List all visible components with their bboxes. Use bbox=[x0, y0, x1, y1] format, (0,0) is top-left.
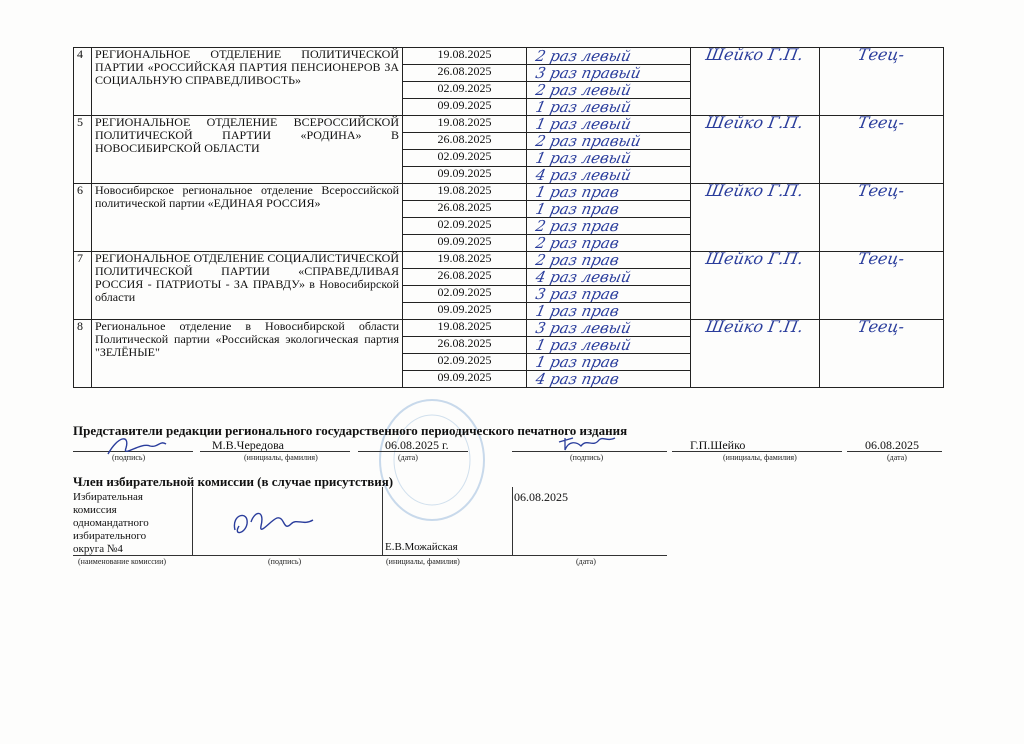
publication-date: 19.08.2025 bbox=[403, 184, 527, 201]
handwritten-note: 3 раз прав bbox=[534, 285, 621, 303]
handwritten-note-cell bbox=[527, 184, 691, 201]
rep1-name: М.В.Чередова bbox=[212, 438, 284, 452]
commission-name: Избирательная комиссия одномандатного избирательного округа №4 bbox=[73, 491, 149, 555]
signer-name: Шейко Г.П. bbox=[704, 113, 806, 132]
handwritten-note: 2 раз левый bbox=[534, 47, 633, 65]
handwritten-note-cell bbox=[527, 286, 691, 303]
handwritten-note: 1 раз прав bbox=[534, 183, 621, 201]
handwritten-note: 4 раз левый bbox=[534, 166, 633, 184]
rep2-name: Г.П.Шейко bbox=[690, 438, 746, 452]
handwritten-note: 3 раз левый bbox=[534, 319, 633, 337]
row-number: 8 bbox=[74, 320, 92, 388]
publication-date: 09.09.2025 bbox=[403, 371, 527, 388]
publication-date: 26.08.2025 bbox=[403, 65, 527, 82]
table-row bbox=[74, 116, 944, 133]
signature-cell bbox=[820, 45, 944, 116]
row-number: 5 bbox=[74, 116, 92, 184]
commission-signature bbox=[225, 500, 325, 550]
representatives-heading: Представители редакции регионального государственного периодического печатного издания bbox=[73, 423, 628, 438]
publication-date: 09.09.2025 bbox=[403, 235, 527, 252]
rep1-sign-caption: (подпись) bbox=[112, 453, 146, 462]
commission-date-caption: (дата) bbox=[576, 557, 596, 566]
handwritten-note: 2 раз левый bbox=[534, 81, 633, 99]
registration-table bbox=[73, 47, 944, 388]
publication-date: 09.09.2025 bbox=[403, 303, 527, 320]
handwritten-note-cell bbox=[527, 150, 691, 167]
rep1-signature bbox=[100, 432, 170, 462]
signature: Теец- bbox=[856, 181, 907, 200]
publication-date: 02.09.2025 bbox=[403, 354, 527, 371]
handwritten-note: 1 раз левый bbox=[534, 336, 633, 354]
handwritten-note: 3 раз правый bbox=[534, 64, 643, 82]
publication-date: 02.09.2025 bbox=[403, 286, 527, 303]
signature-cell bbox=[820, 317, 944, 388]
signature-cell bbox=[820, 113, 944, 184]
handwritten-note-cell bbox=[527, 133, 691, 150]
table-row bbox=[74, 320, 944, 337]
signer-cell bbox=[691, 317, 820, 388]
handwritten-note-cell bbox=[527, 65, 691, 82]
publication-date: 26.08.2025 bbox=[403, 201, 527, 218]
signature-cell bbox=[820, 181, 944, 252]
rep1-date-caption: (дата) bbox=[398, 453, 418, 462]
handwritten-note-cell bbox=[527, 303, 691, 320]
handwritten-note: 1 раз прав bbox=[534, 302, 621, 320]
signer-cell bbox=[691, 249, 820, 320]
rep1-date: 06.08.2025 г. bbox=[385, 438, 449, 452]
handwritten-note: 2 раз прав bbox=[534, 251, 621, 269]
handwritten-note-cell bbox=[527, 371, 691, 388]
publication-date: 26.08.2025 bbox=[403, 337, 527, 354]
handwritten-note-cell bbox=[527, 337, 691, 354]
signer-name: Шейко Г.П. bbox=[704, 249, 806, 268]
handwritten-note: 4 раз левый bbox=[534, 268, 633, 286]
signature: Теец- bbox=[856, 113, 907, 132]
party-name: Новосибирское региональное отделение Всероссийской политической партии «ЕДИНАЯ РОССИЯ» bbox=[92, 184, 403, 252]
commission-initials-caption: (инициалы, фамилия) bbox=[386, 557, 460, 566]
handwritten-note: 1 раз прав bbox=[534, 200, 621, 218]
publication-date: 19.08.2025 bbox=[403, 116, 527, 133]
handwritten-note-cell bbox=[527, 201, 691, 218]
publication-date: 02.09.2025 bbox=[403, 218, 527, 235]
party-name: РЕГИОНАЛЬНОЕ ОТДЕЛЕНИЕ ВСЕРОССИЙСКОЙ ПОЛИТИЧЕСКОЙ ПАРТИИ «РОДИНА» В НОВОСИБИРСКОЙ ОБЛАСТИ bbox=[92, 116, 403, 184]
table-row bbox=[74, 184, 944, 201]
handwritten-note-cell bbox=[527, 354, 691, 371]
commission-date: 06.08.2025 bbox=[514, 490, 568, 504]
party-name: Региональное отделение в Новосибирской области Политической партии «Российская экологическая партия "ЗЕЛЁНЫЕ" bbox=[92, 320, 403, 388]
signer-cell bbox=[691, 45, 820, 116]
signer-name: Шейко Г.П. bbox=[704, 181, 806, 200]
handwritten-note: 1 раз левый bbox=[534, 115, 633, 133]
publication-date: 09.09.2025 bbox=[403, 167, 527, 184]
publication-date: 19.08.2025 bbox=[403, 48, 527, 65]
handwritten-note-cell bbox=[527, 99, 691, 116]
rep2-date: 06.08.2025 bbox=[865, 438, 919, 452]
row-number: 6 bbox=[74, 184, 92, 252]
row-number: 7 bbox=[74, 252, 92, 320]
handwritten-note-cell bbox=[527, 269, 691, 286]
official-stamp bbox=[375, 395, 490, 525]
handwritten-note-cell bbox=[527, 82, 691, 99]
signer-cell bbox=[691, 113, 820, 184]
publication-date: 26.08.2025 bbox=[403, 133, 527, 150]
party-name: РЕГИОНАЛЬНОЕ ОТДЕЛЕНИЕ СОЦИАЛИСТИЧЕСКОЙ ПОЛИТИЧЕСКОЙ ПАРТИИ «СПРАВЕДЛИВАЯ РОССИЯ - ПАТРИОТЫ - ЗА ПРАВДУ» в Новосибирской области bbox=[92, 252, 403, 320]
publication-date: 19.08.2025 bbox=[403, 320, 527, 337]
table-row bbox=[74, 252, 944, 269]
handwritten-note: 4 раз прав bbox=[534, 370, 621, 388]
publication-date: 26.08.2025 bbox=[403, 269, 527, 286]
handwritten-note: 1 раз левый bbox=[534, 98, 633, 116]
party-name: РЕГИОНАЛЬНОЕ ОТДЕЛЕНИЕ ПОЛИТИЧЕСКОЙ ПАРТИИ «РОССИЙСКАЯ ПАРТИЯ ПЕНСИОНЕРОВ ЗА СОЦИАЛЬНУЮ СПРАВЕДЛИВОСТЬ» bbox=[92, 48, 403, 116]
handwritten-note-cell bbox=[527, 48, 691, 65]
handwritten-note: 2 раз прав bbox=[534, 234, 621, 252]
signer-cell bbox=[691, 181, 820, 252]
rep2-date-caption: (дата) bbox=[887, 453, 907, 462]
handwritten-note-cell bbox=[527, 235, 691, 252]
handwritten-note-cell bbox=[527, 252, 691, 269]
publication-date: 02.09.2025 bbox=[403, 150, 527, 167]
handwritten-note-cell bbox=[527, 116, 691, 133]
commission-name-caption: (наименование комиссии) bbox=[78, 557, 167, 566]
publication-date: 02.09.2025 bbox=[403, 82, 527, 99]
handwritten-note: 1 раз левый bbox=[534, 149, 633, 167]
rep1-initials-caption: (инициалы, фамилия) bbox=[244, 453, 318, 462]
rep2-sign-caption: (подпись) bbox=[570, 453, 604, 462]
rep2-initials-caption: (инициалы, фамилия) bbox=[723, 453, 797, 462]
handwritten-note-cell bbox=[527, 218, 691, 235]
handwritten-note-cell bbox=[527, 320, 691, 337]
publication-date: 19.08.2025 bbox=[403, 252, 527, 269]
commission-sign-caption: (подпись) bbox=[268, 557, 302, 566]
commission-heading: Член избирательной комиссии (в случае присутствия) bbox=[73, 474, 394, 489]
handwritten-note: 2 раз правый bbox=[534, 132, 643, 150]
commission-member: Е.В.Можайская bbox=[385, 541, 458, 553]
row-number: 4 bbox=[74, 48, 92, 116]
signature: Теец- bbox=[856, 317, 907, 336]
table-row bbox=[74, 48, 944, 65]
publication-date: 09.09.2025 bbox=[403, 99, 527, 116]
rep2-signature bbox=[555, 430, 625, 454]
signer-name: Шейко Г.П. bbox=[704, 317, 806, 336]
signature-cell bbox=[820, 249, 944, 320]
handwritten-note: 1 раз прав bbox=[534, 353, 621, 371]
handwritten-note-cell bbox=[527, 167, 691, 184]
signer-name: Шейко Г.П. bbox=[704, 45, 806, 64]
signature: Теец- bbox=[856, 45, 907, 64]
signature: Теец- bbox=[856, 249, 907, 268]
handwritten-note: 2 раз прав bbox=[534, 217, 621, 235]
